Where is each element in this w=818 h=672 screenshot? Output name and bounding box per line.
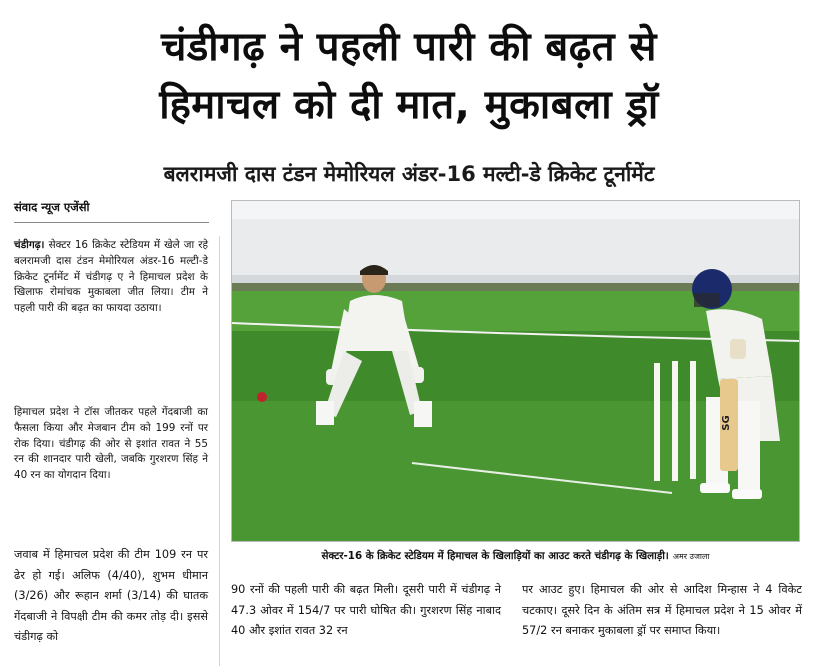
byline-rule xyxy=(14,222,209,223)
article-column-2: 90 रनों की पहली पारी की बढ़त मिली। दूसरी पारी में चंडीगढ़ ने 47.3 ओवर में 154/7 पर पारी घोषित की। गुरशरण सिंह नाबाद 40 और इशांत रावत 32 रन xyxy=(231,583,501,637)
photo-caption xyxy=(231,546,800,566)
article-paragraph-2: हिमाचल प्रदेश ने टॉस जीतकर पहले गेंदबाजी का फैसला किया और मेजबान टीम को 199 रनों पर रोक दिया। चंडीगढ़ की ओर से इशांत रावत ने 55 रन की शानदार पारी खेली, जबकि गुरशरण सिंह ने 40 रन का योगदान दिया। xyxy=(14,406,208,482)
cricket-ball xyxy=(257,392,267,402)
article-column-3: पर आउट हुए। हिमाचल की ओर से आदिश मिन्हास ने 4 विकेट चटकाए। दूसरे दिन के अंतिम सत्र में हिमाचल प्रदेश ने 15 ओवर में 57/2 रन बनाकर मुकाबला ड्रॉ पर समाप्त किया। xyxy=(522,583,802,637)
caption-text: सेक्टर-16 के क्रिकेट स्टेडियम में हिमाचल के खिलाड़ियों का आउट करते चंडीगढ़ के खिलाड़ी। xyxy=(321,550,669,562)
bat-logo: SG xyxy=(721,415,732,431)
byline: संवाद न्यूज एजेंसी xyxy=(14,200,90,214)
photo-credit: अमर उजाला xyxy=(672,552,710,561)
subheadline: बलरामजी दास टंडन मेमोरियल अंडर-16 मल्टी-डे क्रिकेट टूर्नामेंट xyxy=(163,162,655,186)
match-photo xyxy=(231,200,800,542)
column-divider xyxy=(219,236,220,666)
headline-line-2: हिमाचल को दी मात, मुकाबला ड्रॉ xyxy=(159,82,659,128)
article-paragraph-1 xyxy=(14,238,208,317)
headline-line-1: चंडीगढ़ ने पहली पारी की बढ़त से xyxy=(161,24,657,70)
article-paragraph-3: जवाब में हिमाचल प्रदेश की टीम 109 रन पर ढेर हो गई। अलिफ (4/40), शुभम धीमान (3/26) और रूहान शर्मा (3/14) की घातक गेंदबाजी ने विपक्षी टीम की कमर तोड़ दी। इससे चंडीगढ़ को xyxy=(14,548,208,643)
dateline: चंडीगढ़। xyxy=(14,239,45,251)
cricket-scene-illustration xyxy=(232,201,800,542)
paragraph-1-text: सेक्टर 16 क्रिकेट स्टेडियम में खेले जा रहे बलरामजी दास टंडन मेमोरियल अंडर-16 मल्टी-डे क्रिकेट टूर्नामेंट में चंडीगढ़ ए ने हिमाचल प्रदेश के खिलाफ रोमांचक मुकाबला जीत लिया। टीम ने पहली पारी की बढ़त का फायदा उठाया। xyxy=(14,239,208,315)
